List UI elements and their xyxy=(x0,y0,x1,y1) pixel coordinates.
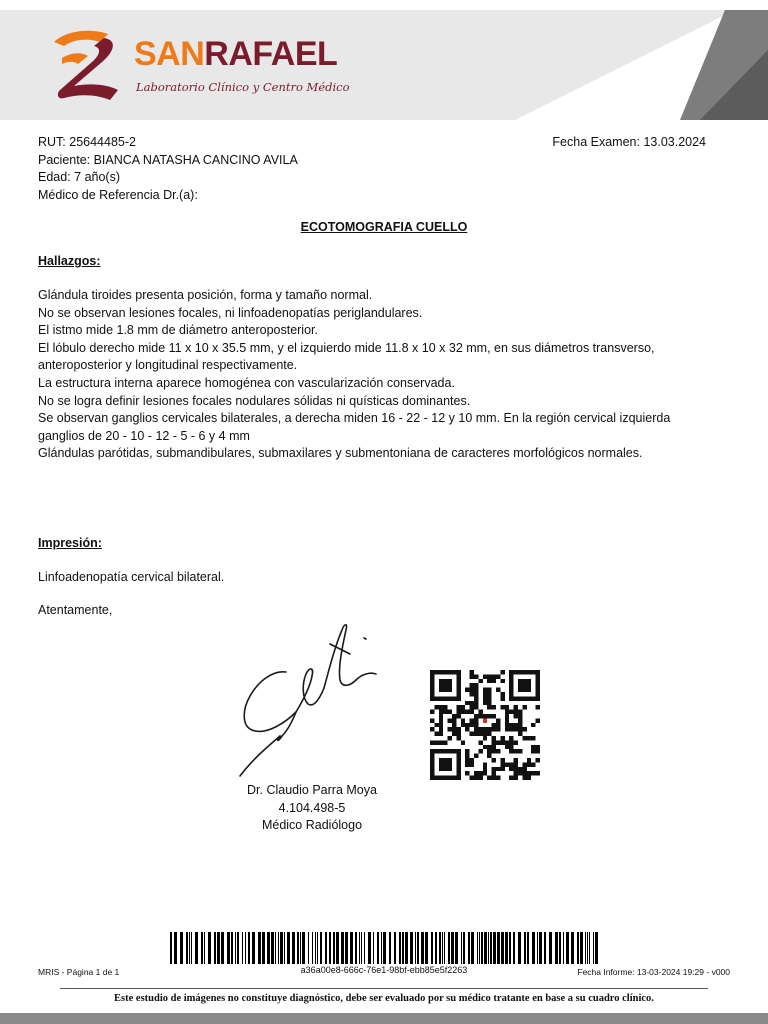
bottom-band xyxy=(0,1013,768,1024)
disclaimer: Este estudio de imágenes no constituye diagnóstico, debe ser evaluado por su médico tratante en base a su cuadro clínico. xyxy=(114,993,654,1004)
impression-heading: Impresión: xyxy=(38,536,102,550)
doctor-signature xyxy=(230,618,390,783)
findings-line: No se logra definir lesiones focales nodulares sólidas ni quísticas dominantes. xyxy=(38,393,471,408)
footer-divider xyxy=(60,988,708,989)
findings-line: Glándula tiroides presenta posición, forma y tamaño normal. xyxy=(38,288,373,302)
doctor-name: Dr. Claudio Parra Moya xyxy=(247,783,377,797)
findings-line: ganglios de 20 - 10 - 12 - 5 - 6 y 4 mm xyxy=(38,428,250,443)
header-band xyxy=(0,10,768,120)
page-indicator: MRIS - Página 1 de 1 xyxy=(38,967,120,977)
patient-rut: RUT: 25644485-2 xyxy=(38,135,136,149)
report-date: Fecha Informe: 13-03-2024 19:29 - v000 xyxy=(577,967,730,977)
findings-line: Glándulas parótidas, submandibulares, submaxilares y submentoniana de caracteres morfológicos normales. xyxy=(38,446,643,461)
doctor-title: Médico Radiólogo xyxy=(261,818,363,833)
findings-line: El lóbulo derecho mide 11 x 10 x 35.5 mm, y el izquierdo mide 11.8 x 10 x 32 mm, en sus diámetros transverso, xyxy=(38,340,655,355)
logo-name-part2: RAFAEL xyxy=(204,35,338,73)
doctor-id: 4.104.498-5 xyxy=(278,800,346,815)
impression-text: Linfoadenopatía cervical bilateral. xyxy=(38,570,225,584)
barcode xyxy=(170,932,598,964)
report-title: ECOTOMOGRAFIA CUELLO xyxy=(300,220,468,234)
closing-text: Atentamente, xyxy=(38,603,113,617)
findings-line: No se observan lesiones focales, ni linfoadenopatías periglandulares. xyxy=(38,305,423,320)
logo-mark-icon xyxy=(48,28,128,110)
findings-line: Se observan ganglios cervicales bilaterales, a derecha miden 16 - 22 - 12 y 10 mm. En la región cervical izquierda xyxy=(38,411,671,426)
patient-name: Paciente: BIANCA NATASHA CANCINO AVILA xyxy=(38,152,298,167)
barcode-text: a36a00e8-666c-76e1-98bf-ebb85e5f2263 xyxy=(300,965,468,975)
patient-age: Edad: 7 año(s) xyxy=(38,170,120,184)
qr-code xyxy=(430,669,540,781)
findings-heading: Hallazgos: xyxy=(38,254,101,268)
findings-text xyxy=(38,287,728,463)
logo-subtitle: Laboratorio Clínico y Centro Médico xyxy=(136,80,350,94)
logo-name xyxy=(134,36,337,72)
doctor-block xyxy=(212,782,412,835)
findings-line: anteroposterior y longitudinal respectivamente. xyxy=(38,358,298,373)
findings-line: La estructura interna aparece homogénea con vascularización conservada. xyxy=(38,375,455,390)
exam-date: Fecha Examen: 13.03.2024 xyxy=(552,135,706,149)
patient-info xyxy=(38,134,298,204)
company-logo xyxy=(48,28,348,108)
findings-line: El istmo mide 1.8 mm de diámetro anteroposterior. xyxy=(38,323,318,338)
logo-name-part1: SAN xyxy=(134,35,205,73)
referring-doctor: Médico de Referencia Dr.(a): xyxy=(38,187,198,202)
